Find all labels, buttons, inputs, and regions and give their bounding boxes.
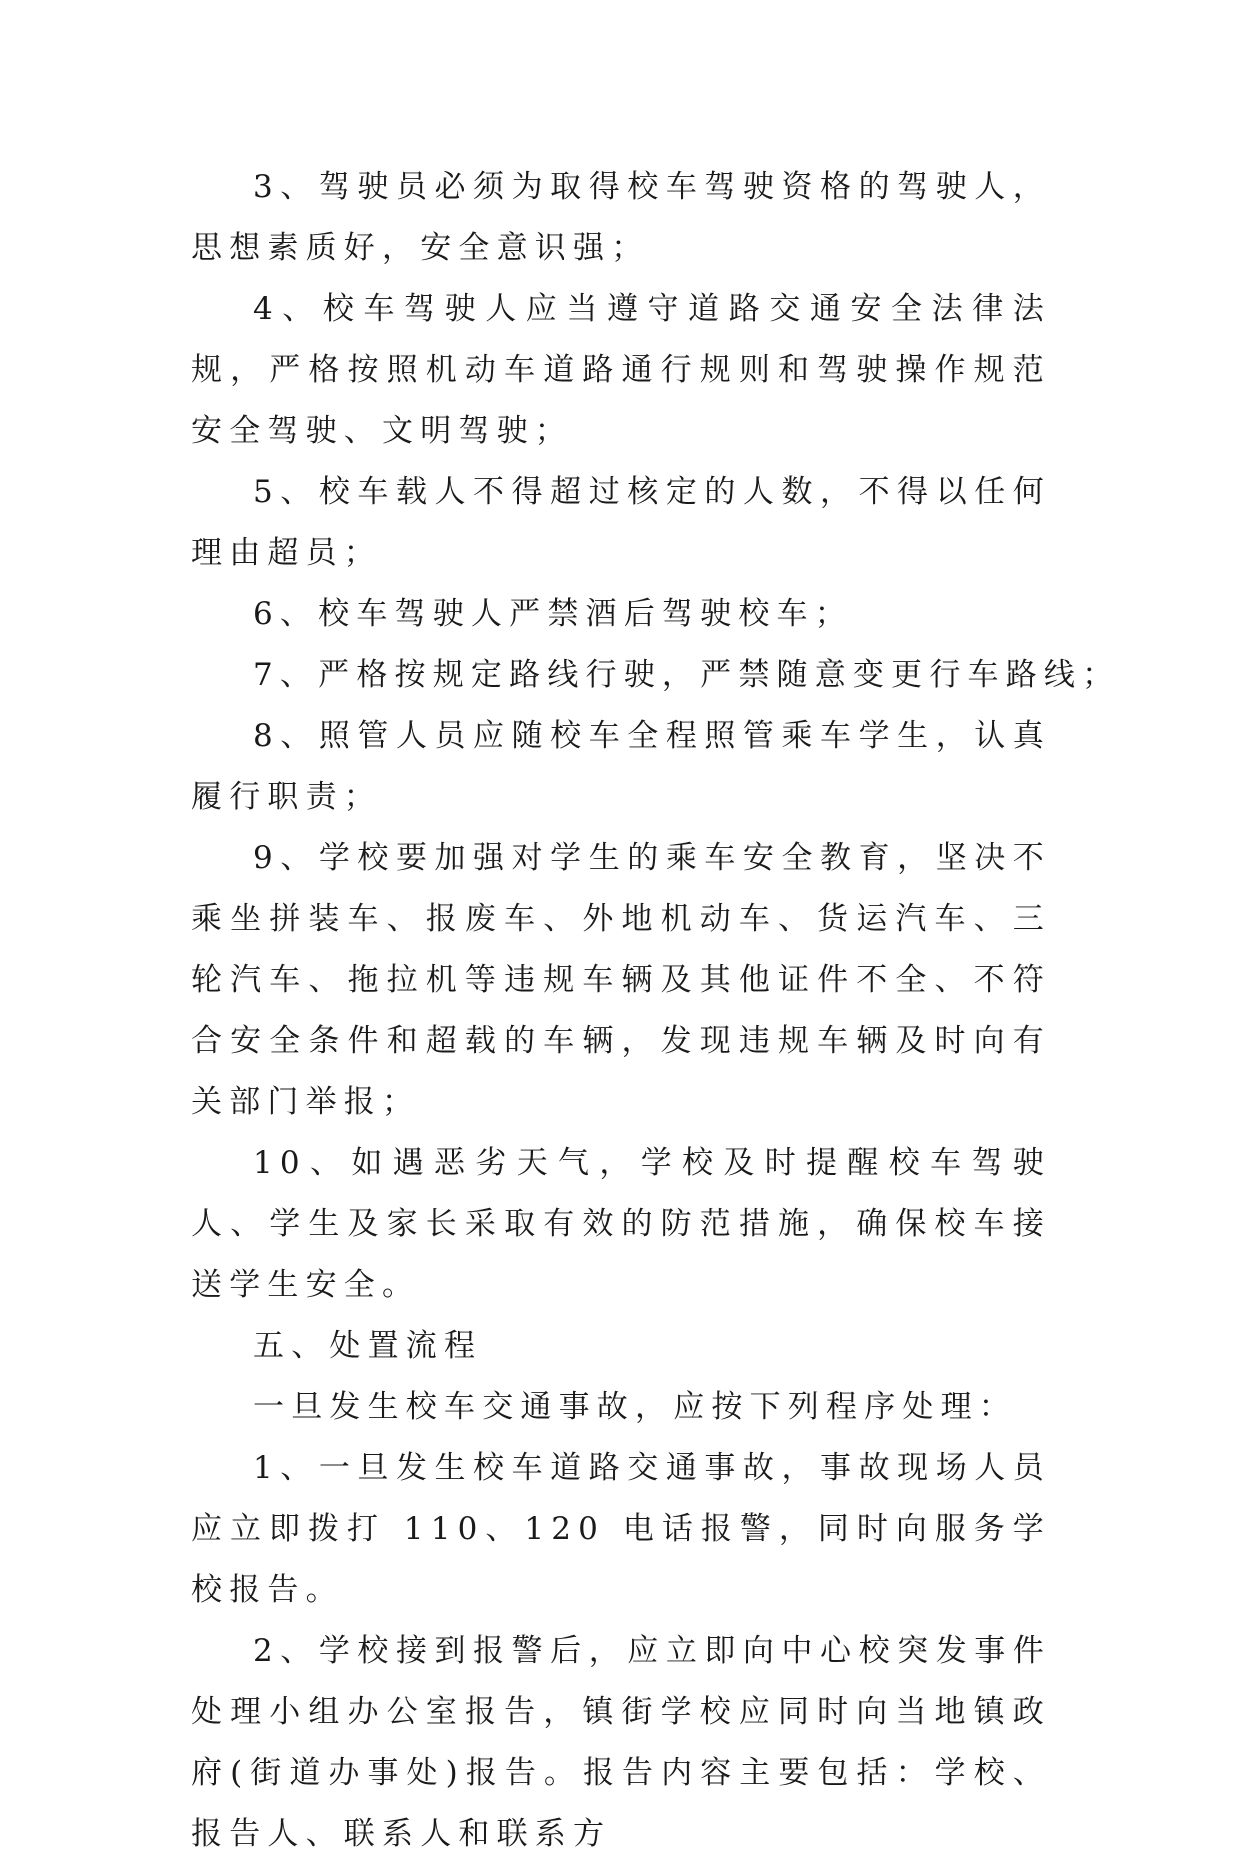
- paragraph-passenger-limit: 5、校车载人不得超过核定的人数，不得以任何理由超员；: [191, 474, 1051, 571]
- paragraph-school-report: 2、学校接到报警后，应立即向中心校突发事件处理小组办公室报告，镇街学校应同时向当地镇政府(街道办事处)报告。报告内容主要包括：学校、报告人、联系人和联系方: [191, 1633, 1051, 1852]
- paragraph-procedure-intro: 一旦发生校车交通事故，应按下列程序处理：: [253, 1389, 1017, 1425]
- paragraph-safety-education: 9、学校要加强对学生的乘车安全教育，坚决不乘坐拼装车、报废车、外地机动车、货运汽车、三轮汽车、拖拉机等违规车辆及其他证件不全、不符合安全条件和超载的车辆，发现违规车辆及时向有关部门举报；: [191, 840, 1051, 1120]
- paragraph-traffic-law-compliance: 4、校车驾驶人应当遵守道路交通安全法律法规，严格按照机动车道路通行规则和驾驶操作规范安全驾驶、文明驾驶；: [191, 291, 1051, 449]
- section-heading-procedure: 五、处置流程: [253, 1328, 483, 1364]
- paragraph-caretaker-duty: 8、照管人员应随校车全程照管乘车学生，认真履行职责；: [191, 718, 1051, 815]
- paragraph-bad-weather: 10、如遇恶劣天气，学校及时提醒校车驾驶人、学生及家长采取有效的防范措施，确保校车接送学生安全。: [191, 1145, 1051, 1303]
- paragraph-no-drunk-driving: 6、校车驾驶人严禁酒后驾驶校车；: [253, 596, 853, 632]
- paragraph-report-accident: 1、一旦发生校车道路交通事故，事故现场人员应立即拨打 110、120 电话报警，同时向服务学校报告。: [191, 1450, 1051, 1608]
- paragraph-driver-qualification: 3、驾驶员必须为取得校车驾驶资格的驾驶人，思想素质好，安全意识强；: [191, 169, 1051, 266]
- paragraph-fixed-route: 7、严格按规定路线行驶，严禁随意变更行车路线；: [253, 657, 1121, 693]
- document-body: [191, 157, 1121, 1865]
